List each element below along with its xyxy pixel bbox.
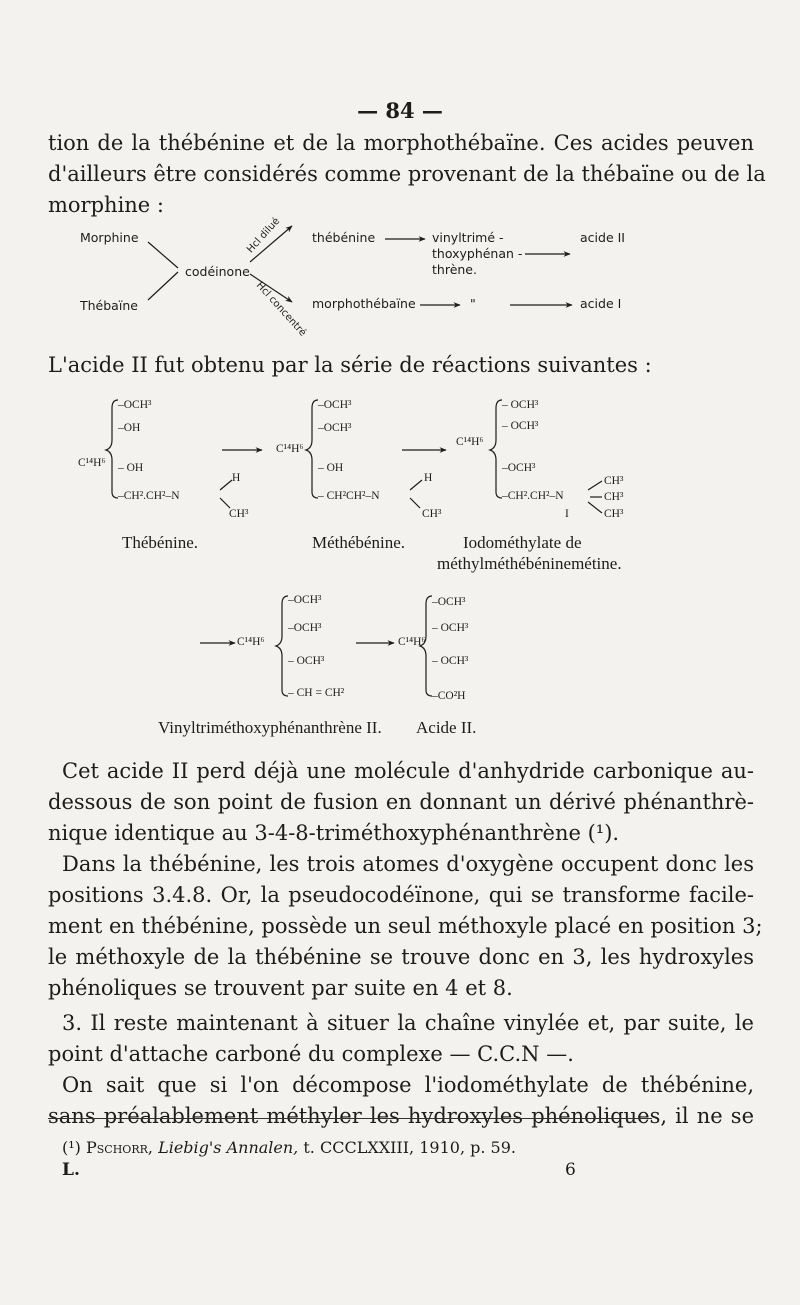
- converge-line: [148, 272, 178, 300]
- text-line: ment en thébénine, possède un seul méthoxyle placé en position 3;: [48, 914, 763, 938]
- formula-group: –OCH³: [318, 422, 352, 434]
- bond: [410, 498, 420, 508]
- formula-ch3: CH³: [422, 508, 442, 520]
- text-line: tion de la thébénine et de la morphothébaïne. Ces acides peuven: [48, 131, 754, 155]
- text-line: d'ailleurs être considérés comme provenant de la thébaïne ou de la: [48, 162, 766, 186]
- formula-iodide: I: [565, 508, 569, 520]
- text-line: dessous de son point de fusion en donnant un dérivé phénanthrè-: [48, 790, 754, 814]
- paragraph-4: [48, 1070, 754, 1132]
- footnote-author: Pschorr,: [86, 1138, 153, 1157]
- footnote: [62, 1138, 516, 1157]
- scheme-thebenine: thébénine: [312, 230, 376, 245]
- bracket: [306, 400, 318, 498]
- bracket: [106, 400, 118, 498]
- formula-group: – CH = CH²: [288, 687, 345, 699]
- converge-line: [148, 242, 178, 268]
- formula-group: – OH: [118, 462, 144, 474]
- formula-group: – OCH³: [432, 622, 469, 634]
- formula-ch3: CH³: [604, 475, 624, 487]
- paragraph-2: [48, 849, 763, 1004]
- formula-ch3: CH³: [604, 508, 624, 520]
- formula-h: H: [424, 472, 433, 484]
- scheme-vinyl-2: thoxyphénan -: [432, 246, 523, 261]
- scheme-thebaine: Thébaïne: [80, 298, 138, 313]
- bracket: [276, 596, 288, 696]
- scheme-vinyl-1: vinyltrimé -: [432, 230, 504, 245]
- formula-group: –CH².CH²–N: [118, 490, 180, 502]
- formula-core: C¹⁴H⁶: [398, 636, 426, 648]
- signature-mark: L.: [62, 1160, 80, 1180]
- bond: [588, 502, 602, 513]
- formula-core: C¹⁴H⁶: [276, 443, 304, 455]
- text-line: positions 3.4.8. Or, la pseudocodéïnone, qui se transforme facile-: [48, 883, 754, 907]
- formula-caption: Vinyltriméthoxyphénanthrène II.: [158, 718, 382, 737]
- bracket: [490, 400, 502, 498]
- paragraph-3: [48, 1008, 754, 1070]
- text-line: sans préalablement méthyler les hydroxyles phénoliques, il ne se: [48, 1104, 754, 1128]
- formula-group: –OCH³: [288, 594, 322, 606]
- scheme-hcl-concentre: Hcl concentré: [253, 280, 309, 339]
- scheme-morphine: Morphine: [80, 230, 139, 245]
- formula-group: –OH: [118, 422, 141, 434]
- formula-group: –OCH³: [432, 596, 466, 608]
- bond: [588, 481, 602, 490]
- formula-group: – OCH³: [432, 655, 469, 667]
- sheet-number: 6: [565, 1160, 576, 1180]
- scheme-acide-1: acide I: [580, 296, 622, 311]
- formula-group: – OH: [318, 462, 344, 474]
- page-number: — 84 —: [357, 98, 443, 123]
- bond: [220, 480, 232, 490]
- text-line: L'acide II fut obtenu par la série de réactions suivantes :: [48, 353, 652, 377]
- formula-group: –CH².CH²–N: [502, 490, 564, 502]
- formula-caption: Thébénine.: [122, 533, 198, 552]
- text-line: 3. Il reste maintenant à situer la chaîne vinylée et, par suite, le: [62, 1011, 754, 1035]
- paragraph-1: [48, 756, 754, 849]
- text-line: phénoliques se trouvent par suite en 4 et 8.: [48, 976, 513, 1000]
- formula-core: C¹⁴H⁶: [456, 436, 484, 448]
- text-line: Dans la thébénine, les trois atomes d'oxygène occupent donc les: [62, 852, 754, 876]
- text-line: morphine :: [48, 193, 164, 217]
- formula-group: –OCH³: [502, 462, 536, 474]
- formula-group: – CH²CH²–N: [318, 490, 380, 502]
- scheme-morphothebaine: morphothébaïne: [312, 296, 416, 311]
- text-line: On sait que si l'on décompose l'iodométhylate de thébénine,: [62, 1073, 754, 1097]
- arrow: [250, 274, 292, 302]
- formula-caption: méthylméthébéninemétine.: [437, 554, 622, 573]
- formula-core: C¹⁴H⁶: [78, 457, 106, 469]
- formula-group: –CO²H: [432, 690, 466, 702]
- formula-group: –OCH³: [118, 399, 152, 411]
- arrow: [250, 226, 292, 262]
- formula-caption: Acide II.: [416, 718, 477, 737]
- formula-group: – OCH³: [288, 655, 325, 667]
- footnote-ref: t. CCCLXXIII, 1910, p. 59.: [303, 1138, 516, 1157]
- scheme-ditto: ": [470, 296, 476, 311]
- text-line: Cet acide II perd déjà une molécule d'anhydride carbonique au-: [62, 759, 754, 783]
- formula-caption: Méthébénine.: [312, 533, 405, 552]
- formula-ch3: CH³: [229, 508, 249, 520]
- scheme-acide-2: acide II: [580, 230, 625, 245]
- formula-caption: Iodométhylate de: [463, 533, 582, 552]
- footnote-journal: Liebig's Annalen,: [158, 1138, 299, 1157]
- formula-core: C¹⁴H⁶: [237, 636, 265, 648]
- formula-group: –OCH³: [318, 399, 352, 411]
- footnote-marker: (¹): [62, 1138, 81, 1157]
- formula-ch3: CH³: [604, 491, 624, 503]
- formula-h: H: [232, 472, 241, 484]
- scheme-hcl-dilue: Hcl dilué: [245, 215, 283, 256]
- formula-group: – OCH³: [502, 420, 539, 432]
- scheme-vinyl-3: thrène.: [432, 262, 477, 277]
- bond: [410, 480, 422, 490]
- scheme-codeinone: codéinone: [185, 264, 250, 279]
- text-line: point d'attache carboné du complexe — C.C.N —.: [48, 1042, 574, 1066]
- footnote-rule: [48, 1118, 652, 1119]
- formula-group: –OCH³: [288, 622, 322, 634]
- bracket: [420, 596, 432, 696]
- formula-group: – OCH³: [502, 399, 539, 411]
- text-line: nique identique au 3-4-8-triméthoxyphénanthrène (¹).: [48, 821, 620, 845]
- bond: [220, 498, 230, 508]
- text-line: le méthoxyle de la thébénine se trouve donc en 3, les hydroxyles: [48, 945, 754, 969]
